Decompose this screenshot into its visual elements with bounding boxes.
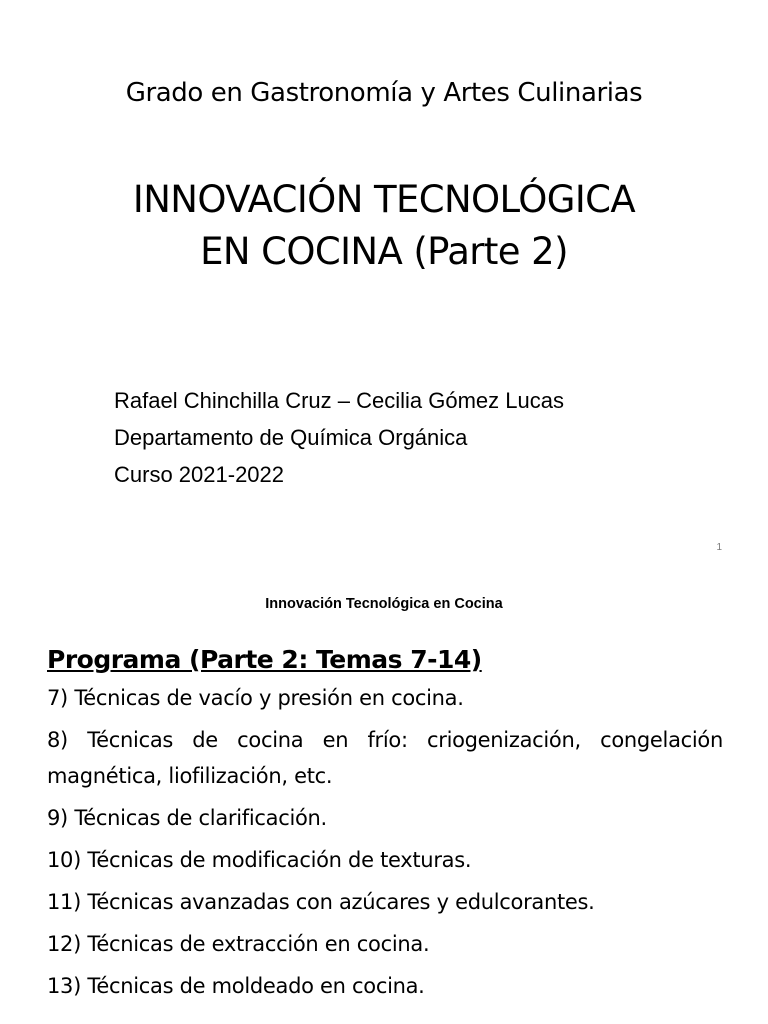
topic-item: 12) Técnicas de extracción en cocina. bbox=[47, 932, 430, 956]
topic-item: 8) Técnicas de cocina en frío: criogenización, congelación magnética, liofilización, etc. bbox=[47, 728, 723, 788]
presentation-title bbox=[0, 174, 768, 278]
slide-header: Innovación Tecnológica en Cocina bbox=[265, 596, 503, 612]
topic-item: 9) Técnicas de clarificación. bbox=[47, 806, 327, 830]
topic-item: 10) Técnicas de modificación de texturas. bbox=[47, 848, 472, 872]
degree-subtitle: Grado en Gastronomía y Artes Culinarias bbox=[125, 78, 643, 108]
title-line-1: INNOVACIÓN TECNOLÓGICA bbox=[132, 178, 636, 221]
author-info bbox=[114, 382, 564, 493]
title-line-2: EN COCINA (Parte 2) bbox=[200, 230, 568, 273]
topic-item: 7) Técnicas de vacío y presión en cocina. bbox=[47, 686, 464, 710]
authors-line: Rafael Chinchilla Cruz – Cecilia Gómez Lucas bbox=[114, 388, 564, 413]
topic-list bbox=[47, 680, 723, 1004]
page-number: 1 bbox=[716, 542, 722, 553]
course-line: Curso 2021-2022 bbox=[114, 462, 285, 487]
topic-item: 11) Técnicas avanzadas con azúcares y edulcorantes. bbox=[47, 890, 595, 914]
program-title: Programa (Parte 2: Temas 7-14) bbox=[47, 645, 482, 674]
department-line: Departamento de Química Orgánica bbox=[114, 425, 468, 450]
topic-item: 13) Técnicas de moldeado en cocina. bbox=[47, 974, 425, 998]
program-section bbox=[47, 640, 723, 1010]
